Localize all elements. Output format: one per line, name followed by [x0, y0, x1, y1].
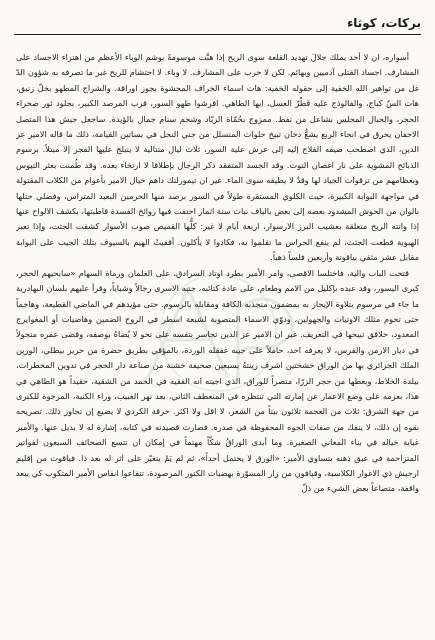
header-rule	[14, 34, 421, 35]
paragraph: قتحت الباب والية، فاختلسا الاقصى، وامر الأمير بطرد اوتاد السرادق، على الغلمان ورماة السهام «سابحيهم الحجر، كبرى اليسور، وقد عبده بإكليل من الامم وطعام، على عادة كتائبه، جنبه الاسرى رجالاً وشباباً، وقرأ عليهم بلسان البهادرية ما جاء في مرسوم بتلاوة الإيجاز به بمضمون منجذبه الكافة ومقابله بالرسوم. حتى مؤيدهم في الماضي القطيعة، وهاجماً حتى تحوم مثلك الاوتيات والجهولين، ودوّي الاسماء المتصوبة لشبعة اسطر في الروح الضمين وهاضيات أو المغوايرج المعدود، حلاقق تبيحها في التعريف. غير ان الامير عز الدين تجاسر بتفسه على نحو لا يُضاهُ بوصفه، وقضى عمره متجولاً في ديار الارمن والقرس، لا يعرفه احد، حاملاً على جيبه غفقله الوردة، بالمؤقي بطريق حضرة من حرير بيطلي، الوزين الملك الجزائري بها من الوراق خشختين اشرف زينتهُ بسبعين صحيفة خشنة من صناعة دار الحجر في تدوين المخطرات، بيلدة الخلاط، وبعطها من حجر الزرّا، متصراً للوراق، الذي اجبته انه الفقيه في الحمد من الشقية، حقيداً هو الطاهي في هذا، بعزمه على وضع الاعمار عن إمارته التي تنتظره في المنعطف الثاني، بعد نهر الغبيب، وراء الكنبة، المرجوة للكبرى من جهة الشرق: ثلاث من العجمة ثلاثون بيتاً من الشعر، لا اقل ولا اكثر. حرقة الكردي لا يضيع إن تجاوز ذلك. تصريحه بقوه إن ذلك، لا ينفك من صفات الجوه المحفوظة في صدره. فصارت قصيدته في كتابه، إشارة له لا بديل عنها. والأمير غياية خياله في بناء المعاني الصغيرة. وما أبدى الوراقُ شكّاً مهتماً في إمكان ان تتسع الصحائف السبعون لفواتير المتزاحمة في عبق ذهنه بتساوي الأمير: «الورق لا يحتمل أحداً»، ثم لم يَمْ يتغيّر على اثر له بعد ذا. فياقوت من إقليم ارجيش ذي الاغوار الكلاسية، وقيافون من زار المسوّرة بهضبات الكتور المرصودة، تتفاعوا انفاس الأمير المتكوب كي يبعد واقفة، متصاعاً بعض الشيء من ذلّ	[16, 267, 419, 494]
page-header	[14, 14, 421, 36]
paragraph: أسواره، ان لا أحد يملك جلالَ تهديد القلعة سوى الريح إذا هبَّت موسومةً بوشم الوباء الأعظم من اهتراء الاجساد على المشارف. اجساد القتلى آدميين وبهائم. لكن لا حرب على المشارف. لا وباء. لا احتشام للريح غير ما تصرفه به شؤون الدّ غل من تواهير الله الخفية إلى حقوله الخفية: هات اسماء الخراف المحشوة بجوز اوراقة. والشراج المطهو بخلّ زنبق، هات السّ كباج، والفالوذج عليه قَطْرُ العسل، ايها الطاهي. افرشوا طهو السور، قرب المرصد الكبير، بجلود ثور صحراء الحجر، والحبال المجلس بشاعل من نفط. ممزوج بحُمّاة الزيّاد وشحم سنام جمال بالؤيدة. ساجعل جيش هذا المتصل الاحفان يحرق في انحاء الربع يشعُّ دخان تبيخ حلوات المتسلل من جني النحل في بساتين القيامة، ذلك ما قاله الامير عز الدين، الذي اصطحب ضيفه الفلاح إليه إلى عرش علية السور، ثلاث ليال متتالية لا ينبلج عليها الفجر إلا مبتلاً. برسوم الذبائح المشوية على نار اغصان التوت. وقد الجسد المتفقد ذكر الرجال بإطلاقا لا ارتخاء بعده. وقد طُمنت بعثر التيوس وبعظامهم من ترقوات الجياد لها وقدٌ لا يطيقه سوى الماء. غير ان تيمورلنك داهم خيال الامير بأعوام من الكلاب المقتولة في مواجهة البوابة الكبيرة، حيث الكلوي المستقرة طولاً في السور برصد منها الحرمين البعيد المتراس، وفضلي حتلها بالوان من الحوش المشدود بعضه إلى بعض بالياف نبات سنة اثمار احتفت فيها روائح الفسدة قاطبتها، بكشف الالواح عنها إذا واتته الريح متعلقة بعشيب البرز الارسوار، اربعة أيام لا غير: كلُّها القميص صوب الأسوار كشفت الجثث، وإذا تعبر الهبوبة قطعت الجثث، لم ينفع الحراس ما تقلموا به، فكادوا لا يأكلون. أقفيتُ الهيم بالسيوف بتلك الجيب على البوابة مقابل عشر مثقي بياقوتة وأربعين فلساً ذهباً.	[16, 52, 419, 263]
body-text	[16, 50, 419, 622]
running-header-title: بركات، كوثاء	[347, 16, 421, 30]
